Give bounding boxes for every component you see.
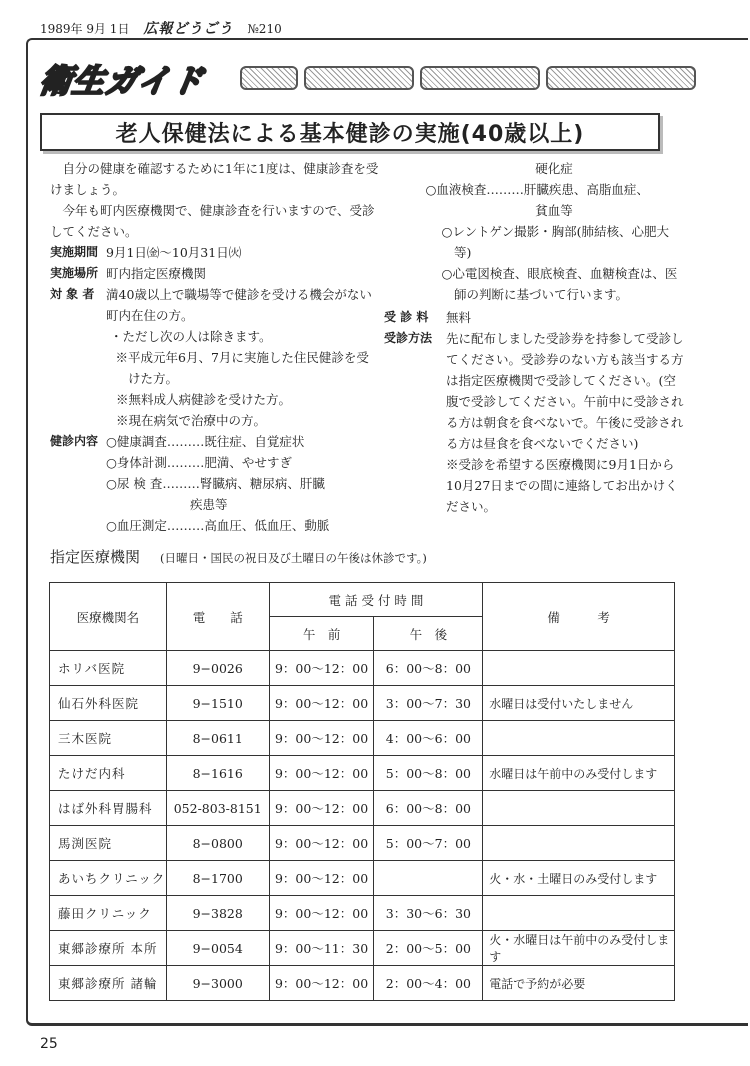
- clinic-am-hours: 9：00〜12：00: [269, 651, 374, 686]
- clinic-am-hours: 9：00〜12：00: [269, 826, 374, 861]
- table-row: [50, 826, 675, 861]
- table-title: 指定医療機関: [50, 548, 141, 566]
- article-title: 老人保健法による基本健診の実施(40歳以上): [115, 121, 585, 147]
- clinic-pm-hours: 5：00〜8：00: [374, 756, 483, 791]
- clinic-pm-hours: 4：00〜6：00: [374, 721, 483, 756]
- clinic-phone: 8−1700: [166, 861, 269, 896]
- clinic-am-hours: 9：00〜12：00: [269, 721, 374, 756]
- target-exclusion: ※現在病気で治療中の方。: [116, 413, 267, 428]
- clinic-rows: [50, 651, 675, 1001]
- clinic-pm-hours: 5：00〜7：00: [374, 826, 483, 861]
- right-column: [384, 158, 684, 517]
- contents-item: ○血圧測定………高血圧、低血圧、動脈: [106, 518, 330, 533]
- clinic-pm-hours: 3：30〜6：30: [374, 896, 483, 931]
- period-label: 実施期間: [50, 245, 99, 259]
- clinic-phone: 9−1510: [166, 686, 269, 721]
- clinic-pm-hours: 3：00〜7：30: [374, 686, 483, 721]
- contents-item: ○健康調査………既往症、自覚症状: [106, 434, 305, 449]
- table-row: [50, 966, 675, 1001]
- col-header-hours: 電 話 受 付 時 間: [269, 583, 483, 617]
- clinic-name: 藤田クリニック: [50, 896, 167, 931]
- clinic-remarks: 電話で予約が必要: [483, 966, 675, 1001]
- fee-row: [384, 307, 684, 328]
- clinic-name: 馬渕医院: [50, 826, 167, 861]
- clinic-remarks: [483, 651, 675, 686]
- fee-value: 無料: [446, 310, 472, 325]
- contents-item: ○身体計測………肥満、やせすぎ: [106, 455, 292, 470]
- contents-item: 貧血等: [535, 203, 573, 218]
- col-header-remarks: 備 考: [483, 583, 675, 651]
- clinic-name: はば外科胃腸科: [50, 791, 167, 826]
- left-column: [50, 158, 380, 536]
- clinic-name: あいちクリニック: [50, 861, 167, 896]
- table-header-row: [50, 583, 675, 617]
- clinic-name: 東郷診療所 本所: [50, 931, 167, 966]
- table-row: [50, 721, 675, 756]
- intro-paragraph: 今年も町内医療機関で、健康診査を行いますので、受診してください。: [50, 203, 375, 239]
- target-value: 満40歳以上で職場等で健診を受ける機会がない町内在住の方。: [106, 287, 372, 323]
- method-label: 受診方法: [384, 331, 433, 345]
- clinic-phone: 9−3828: [166, 896, 269, 931]
- target-except: ・ただし次の人は除きます。: [110, 329, 272, 344]
- clinic-am-hours: 9：00〜12：00: [269, 861, 374, 896]
- period-value: 9月1日㈮〜10月31日㈫: [106, 245, 242, 260]
- clinic-am-hours: 9：00〜12：00: [269, 756, 374, 791]
- section-banner: [37, 56, 680, 100]
- clinic-pm-hours: 2：00〜5：00: [374, 931, 483, 966]
- issue-date: 1989年 9月 1日: [40, 22, 130, 36]
- banner-decoration: [240, 64, 710, 92]
- clinic-name: 仙石外科医院: [50, 686, 167, 721]
- clinic-name: 三木医院: [50, 721, 167, 756]
- clinic-pm-hours: [374, 861, 483, 896]
- issue-number: №210: [247, 22, 282, 36]
- clinic-remarks: 水曜日は受付いたしません: [483, 686, 675, 721]
- contents-item: 疾患等: [190, 497, 228, 512]
- method-value: 先に配布しました受診券を持参して受診してください。受診券のない方も該当する方は指定医療機関で受診してください。(空腹で受診してください。午前中に受診される方は朝食を食べないで。午後に受診される方は昼食を食べないでください): [446, 331, 684, 451]
- period-row: [50, 242, 380, 263]
- contents-item: 硬化症: [535, 161, 573, 176]
- contents-item: ○血液検査………肝臓疾患、高脂血症、: [425, 182, 649, 197]
- clinic-remarks: [483, 721, 675, 756]
- clinic-am-hours: 9：00〜12：00: [269, 791, 374, 826]
- table-row: [50, 756, 675, 791]
- table-row: [50, 651, 675, 686]
- target-row: [50, 284, 380, 326]
- place-value: 町内指定医療機関: [106, 266, 207, 281]
- fee-label: 受 診 料: [384, 310, 429, 324]
- clinic-remarks: [483, 791, 675, 826]
- clinic-remarks: [483, 896, 675, 931]
- target-label: 対 象 者: [50, 287, 95, 301]
- col-header-phone: 電 話: [166, 583, 269, 651]
- table-row: [50, 861, 675, 896]
- publication-name: 広報どうごう: [143, 21, 234, 37]
- clinic-pm-hours: 2：00〜4：00: [374, 966, 483, 1001]
- table-row: [50, 931, 675, 966]
- clinic-am-hours: 9：00〜12：00: [269, 686, 374, 721]
- clinic-am-hours: 9：00〜12：00: [269, 896, 374, 931]
- clinic-phone: 9−0026: [166, 651, 269, 686]
- clinic-name: 東郷診療所 諸輪: [50, 966, 167, 1001]
- col-header-am: 午 前: [269, 617, 374, 651]
- col-header-name: 医療機関名: [50, 583, 167, 651]
- article-title-box: [40, 113, 660, 151]
- table-row: [50, 791, 675, 826]
- clinic-remarks: 火・水・土曜日のみ受付します: [483, 861, 675, 896]
- page-number: 25: [40, 1036, 58, 1052]
- target-exclusion: ※無料成人病健診を受けた方。: [116, 392, 292, 407]
- contents-label: 健診内容: [50, 434, 99, 448]
- target-exclusion: ※平成元年6月、7月に実施した住民健診を受けた方。: [115, 350, 369, 386]
- contents-row: [50, 431, 380, 452]
- place-row: [50, 263, 380, 284]
- clinic-phone: 052-803-8151: [166, 791, 269, 826]
- clinic-phone: 9−0054: [166, 931, 269, 966]
- intro-paragraph: 自分の健康を確認するために1年に1度は、健康診査を受けましょう。: [50, 161, 379, 197]
- clinic-name: ホリバ医院: [50, 651, 167, 686]
- table-heading: [50, 546, 427, 567]
- clinic-phone: 8−0611: [166, 721, 269, 756]
- banner-title: 衛生ガイド: [37, 62, 207, 100]
- table-row: [50, 686, 675, 721]
- clinic-am-hours: 9：00〜12：00: [269, 966, 374, 1001]
- clinic-phone: 8−0800: [166, 826, 269, 861]
- table-note: (日曜日・国民の祝日及び土曜日の午後は休診です。): [160, 551, 427, 565]
- header-line: [40, 18, 282, 38]
- clinic-remarks: 火・水曜日は午前中のみ受付します: [483, 931, 675, 966]
- clinic-remarks: [483, 826, 675, 861]
- clinic-name: たけだ内科: [50, 756, 167, 791]
- clinic-am-hours: 9：00〜11：30: [269, 931, 374, 966]
- contents-item: ○レントゲン撮影・胸部(肺結核、心肥大等): [441, 224, 669, 260]
- clinic-phone: 9−3000: [166, 966, 269, 1001]
- contents-item: ○心電図検査、眼底検査、血糖検査は、医師の判断に基づいて行います。: [441, 266, 678, 302]
- clinic-remarks: 水曜日は午前中のみ受付します: [483, 756, 675, 791]
- place-label: 実施場所: [50, 266, 99, 280]
- clinic-pm-hours: 6：00〜8：00: [374, 791, 483, 826]
- clinic-pm-hours: 6：00〜8：00: [374, 651, 483, 686]
- method-row: [384, 328, 684, 454]
- col-header-pm: 午 後: [374, 617, 483, 651]
- clinic-phone: 8−1616: [166, 756, 269, 791]
- method-note: ※受診を希望する医療機関に9月1日から10月27日までの間に連絡してお出かけください。: [446, 457, 678, 514]
- table-row: [50, 896, 675, 931]
- clinic-table: [49, 582, 675, 1001]
- contents-item: ○尿 検 査………腎臓病、糖尿病、肝臓: [106, 476, 325, 491]
